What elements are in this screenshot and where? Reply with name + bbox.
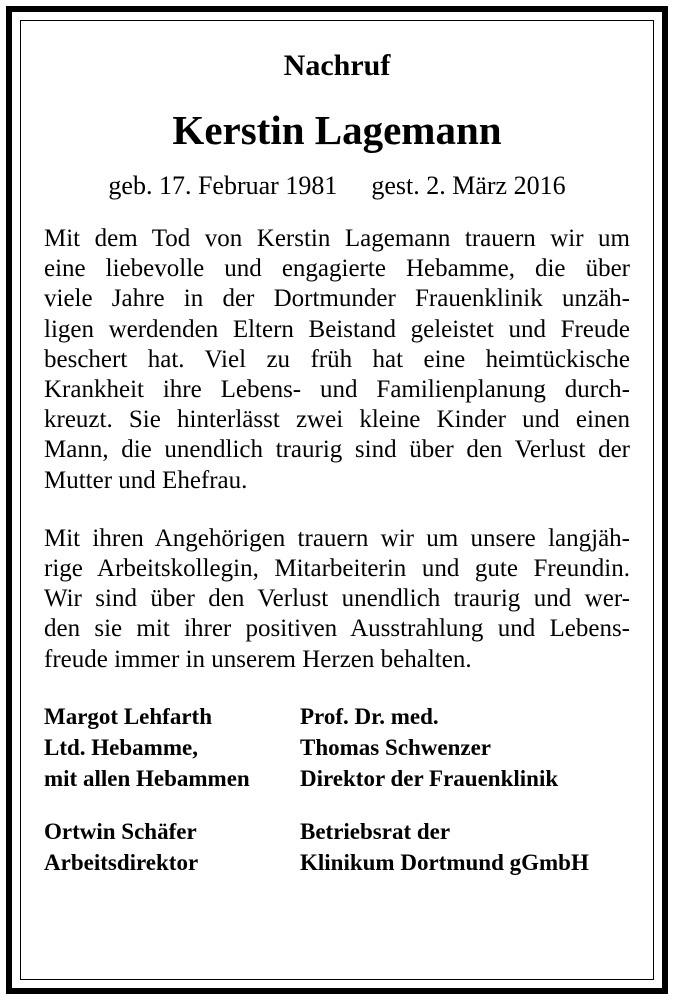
signature-line: Margot Lehfarth xyxy=(44,703,212,729)
birth-date: geb. 17. Februar 1981 xyxy=(108,171,338,200)
signature-line: Betriebsrat der xyxy=(300,818,451,844)
signature-clinic-director xyxy=(300,701,630,794)
signature-work-director xyxy=(44,816,300,878)
text-line: kreuzt. Sie hinterlässt zwei kleine Kinder und einen xyxy=(44,406,630,434)
text-line: rige Arbeitskollegin, Mitarbeiterin und gute Freundin. xyxy=(44,555,630,583)
text-line: ligen werdenden Eltern Beistand geleistet und Freude xyxy=(44,315,630,343)
text-line: Mann, die unendlich traurig sind über den Verlust der xyxy=(44,436,630,464)
signature-midwives xyxy=(44,701,300,794)
heading: Nachruf xyxy=(283,49,391,82)
obituary-content xyxy=(44,30,630,878)
signature-line: Ltd. Hebamme, xyxy=(44,734,198,760)
deceased-name: Kerstin Lagemann xyxy=(172,107,502,153)
text-line: Krankheit ihre Lebens- und Familienplanung durch- xyxy=(44,376,630,404)
paragraph-mourning xyxy=(44,524,630,675)
signature-works-council xyxy=(300,816,630,878)
life-dates xyxy=(44,170,630,202)
signature-line: Thomas Schwenzer xyxy=(300,734,492,760)
death-date: gest. 2. März 2016 xyxy=(371,171,566,200)
text-line: Mit dem Tod von Kerstin Lagemann trauern wir um xyxy=(44,225,630,252)
signature-line: mit allen Hebammen xyxy=(44,765,250,791)
signature-line: Arbeitsdirektor xyxy=(44,849,199,875)
text-line: Mit ihren Angehörigen trauern wir um unsere langjäh- xyxy=(44,524,630,552)
signature-line: Prof. Dr. med. xyxy=(300,703,439,729)
text-line: beschert hat. Viel zu früh hat eine heimtückische xyxy=(44,345,630,373)
text-line: Wir sind über den Verlust unendlich traurig und wer- xyxy=(44,585,630,613)
text-line: Mutter und Ehefrau. xyxy=(44,466,248,494)
signature-line: Klinikum Dortmund gGmbH xyxy=(300,849,589,875)
text-line: viele Jahre in der Dortmunder Frauenklinik unzäh- xyxy=(44,285,630,313)
paragraph-tribute xyxy=(44,224,630,496)
text-line: den sie mit ihrer positiven Ausstrahlung und Lebens- xyxy=(44,615,630,643)
signature-line: Ortwin Schäfer xyxy=(44,818,197,844)
signatures xyxy=(44,701,630,878)
text-line: freude immer in unserem Herzen behalten. xyxy=(44,645,472,673)
signature-line: Direktor der Frauenklinik xyxy=(300,765,559,791)
text-line: eine liebevolle und engagierte Hebamme, die über xyxy=(44,255,630,283)
